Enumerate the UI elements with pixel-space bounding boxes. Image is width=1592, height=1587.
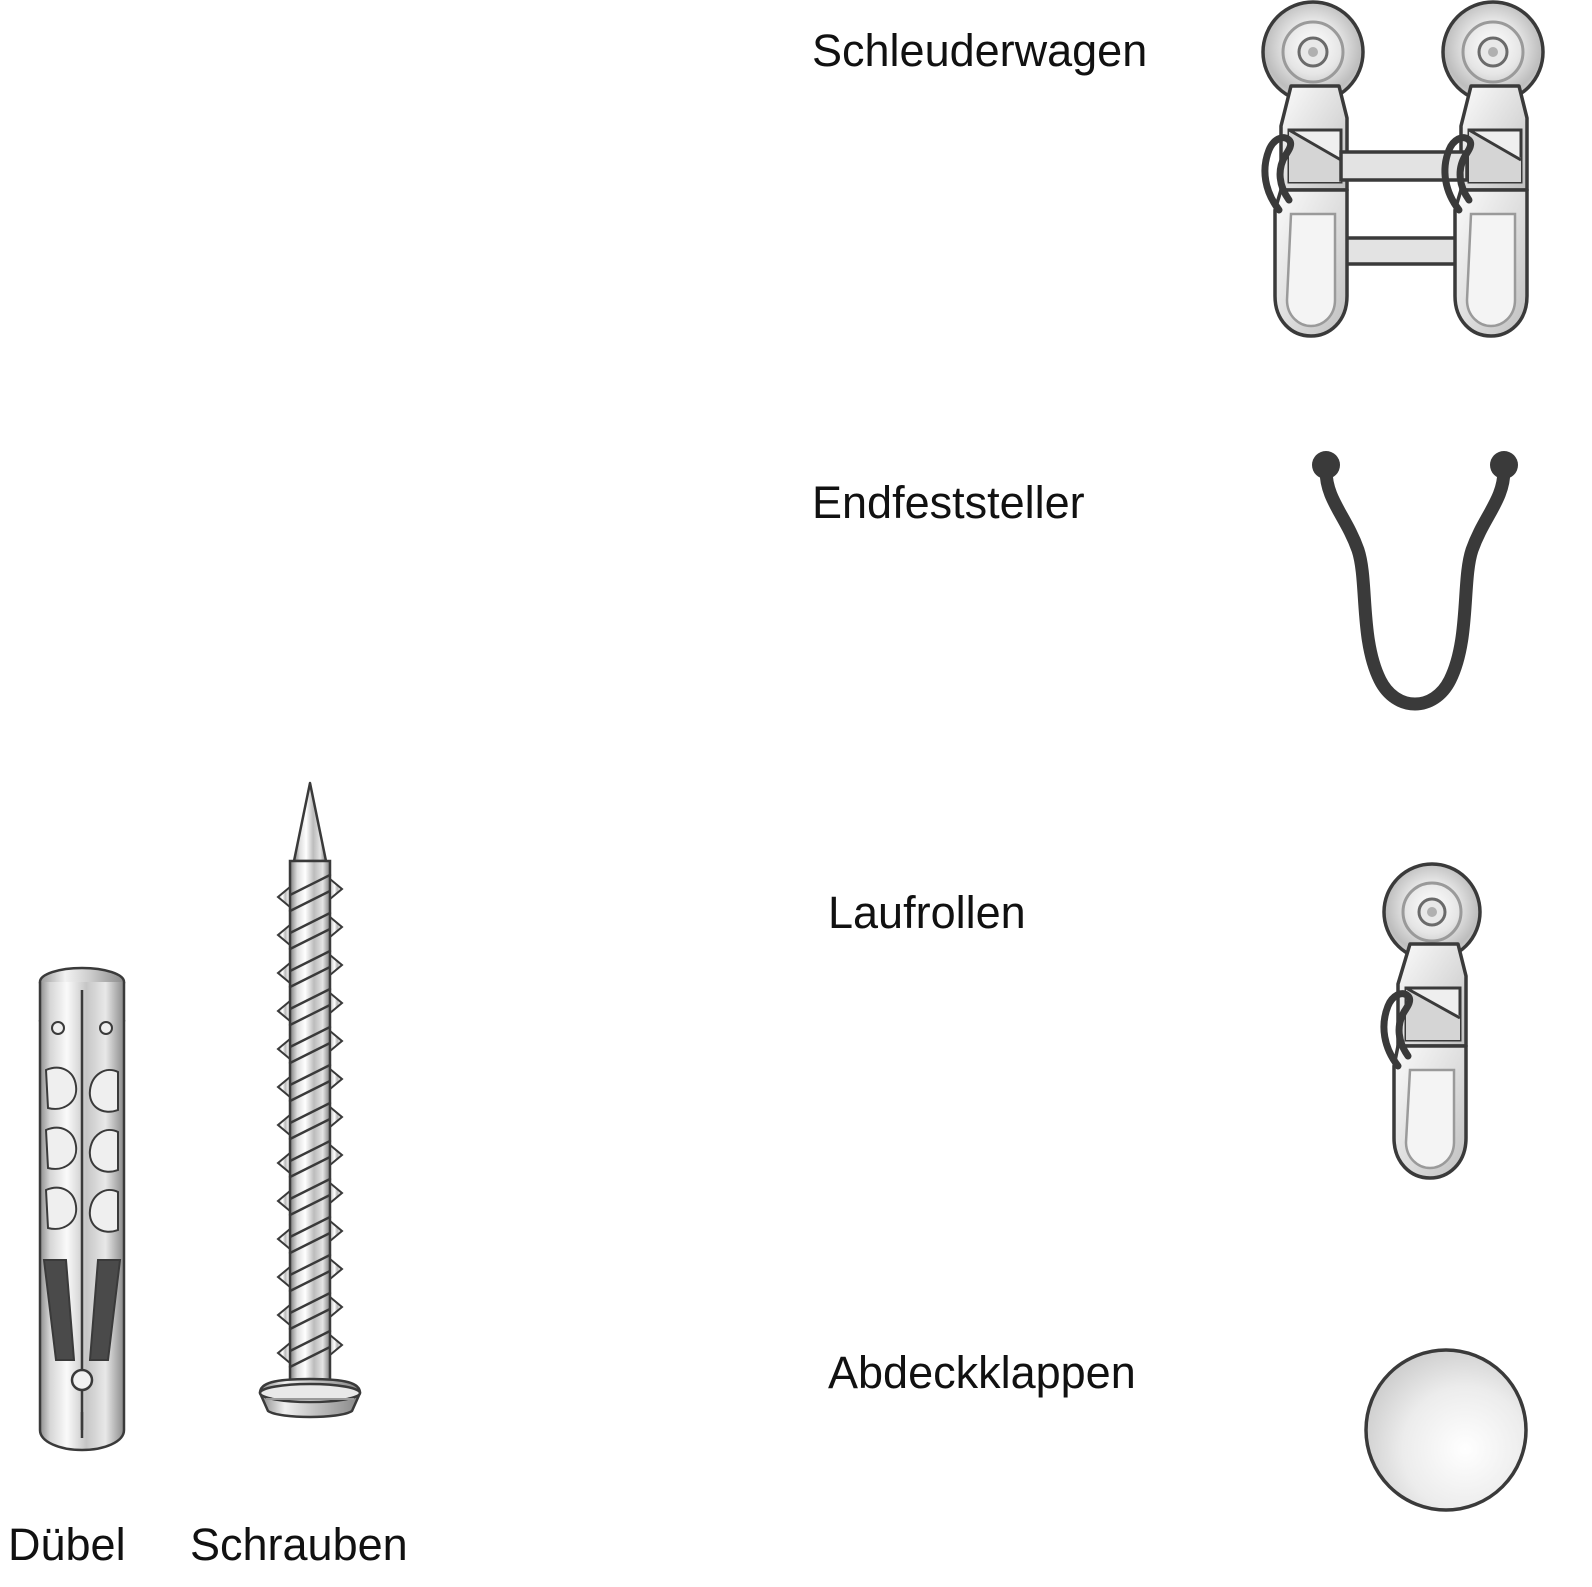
endfeststeller-figure xyxy=(1300,440,1530,740)
duebel-icon xyxy=(20,960,160,1470)
schleuderwagen-icon xyxy=(1255,0,1575,350)
part-label-endfeststeller: Endfeststeller xyxy=(812,477,1085,528)
abdeckklappen-figure xyxy=(1358,1340,1538,1520)
part-label-duebel: Dübel xyxy=(8,1519,126,1570)
endfeststeller-icon xyxy=(1300,440,1530,740)
laufrollen-icon xyxy=(1340,860,1520,1190)
abdeckklappen-icon xyxy=(1358,1340,1538,1520)
laufrollen-figure xyxy=(1340,860,1520,1190)
schleuderwagen-figure xyxy=(1255,0,1575,350)
part-label-laufrollen: Laufrollen xyxy=(828,887,1026,938)
duebel-figure xyxy=(20,960,160,1470)
part-label-schleuderwagen: Schleuderwagen xyxy=(812,25,1148,76)
part-label-abdeckklappen: Abdeckklappen xyxy=(828,1347,1136,1398)
schraube-icon xyxy=(240,775,380,1465)
schrauben-figure xyxy=(240,775,380,1465)
part-label-schrauben: Schrauben xyxy=(190,1519,408,1570)
